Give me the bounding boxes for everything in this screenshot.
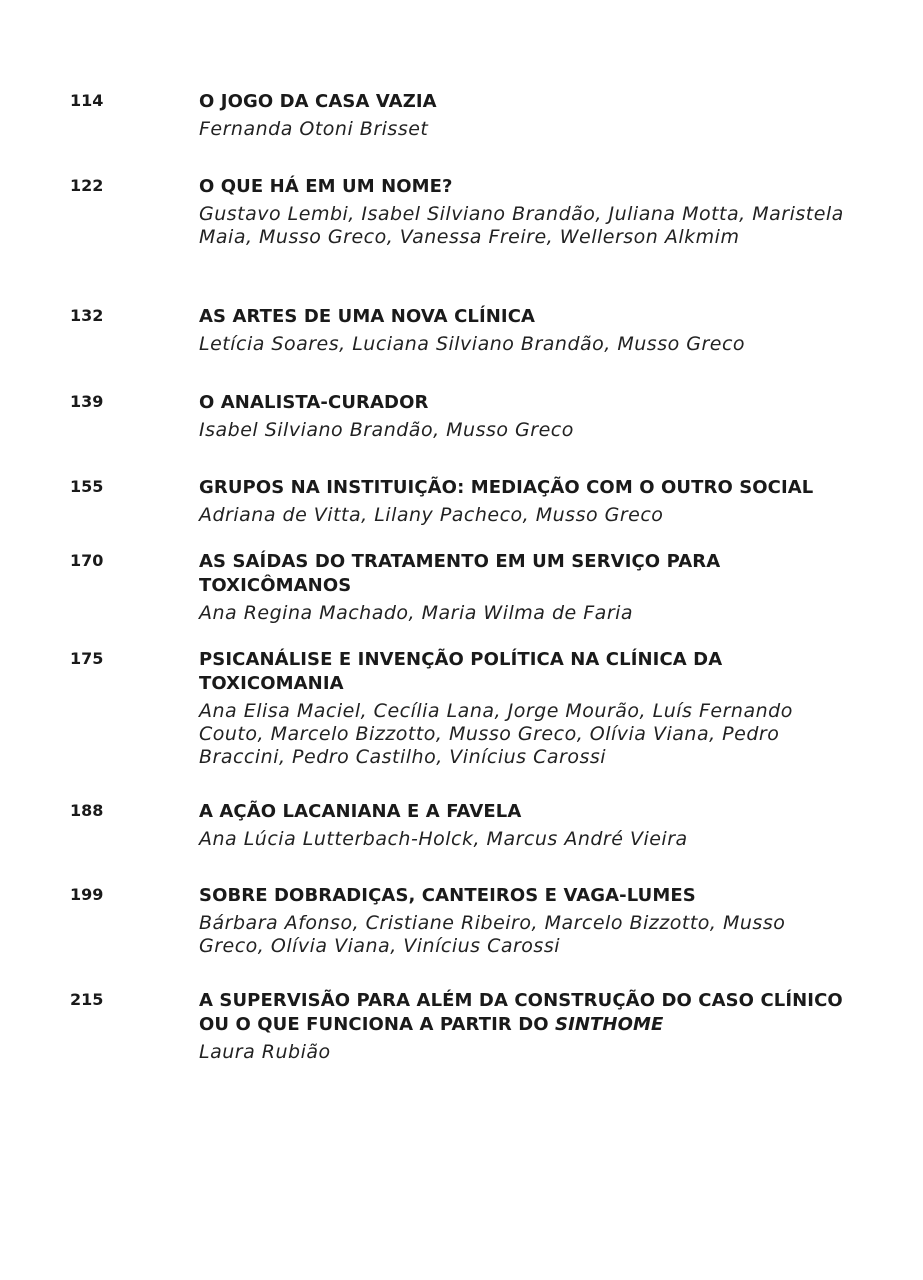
chapter-authors: Gustavo Lembi, Isabel Silviano Brandão, Juliana Motta, Maristela Maia, Musso Greco, Vanessa Freire, Wellerson Alkmim <box>199 203 844 248</box>
page-number: 132 <box>70 306 104 325</box>
chapter-title: O JOGO DA CASA VAZIA <box>199 91 437 112</box>
chapter-title: GRUPOS NA INSTITUIÇÃO: MEDIAÇÃO COM O OUTRO SOCIAL <box>199 477 814 498</box>
chapter-authors: Ana Elisa Maciel, Cecília Lana, Jorge Mourão, Luís Fernando Couto, Marcelo Bizzotto, Musso Greco, Olívia Viana, Pedro Braccini, Pedro Castilho, Vinícius Carossi <box>199 700 793 768</box>
chapter-authors: Bárbara Afonso, Cristiane Ribeiro, Marcelo Bizzotto, Musso Greco, Olívia Viana, Vinícius Carossi <box>199 912 786 957</box>
chapter-authors: Isabel Silviano Brandão, Musso Greco <box>199 419 574 441</box>
page-number: 188 <box>70 801 104 820</box>
chapter-title: A AÇÃO LACANIANA E A FAVELA <box>199 801 522 822</box>
page-number: 215 <box>70 990 104 1009</box>
page-number: 114 <box>70 91 104 110</box>
page-number: 155 <box>70 477 104 496</box>
page-number: 170 <box>70 551 104 570</box>
chapter-title: O ANALISTA-CURADOR <box>199 392 429 413</box>
chapter-title: AS ARTES DE UMA NOVA CLÍNICA <box>199 306 536 327</box>
page-number: 175 <box>70 649 104 668</box>
chapter-title <box>199 989 849 1037</box>
chapter-title-italic: SINTHOME <box>555 1014 664 1035</box>
chapter-authors: Fernanda Otoni Brisset <box>199 118 429 140</box>
chapter-title-text: A SUPERVISÃO PARA ALÉM DA CONSTRUÇÃO DO CASO CLÍNICO OU O QUE FUNCIONA A PARTIR DO <box>199 990 843 1035</box>
chapter-title: SOBRE DOBRADIÇAS, CANTEIROS E VAGA-LUMES <box>199 885 696 906</box>
chapter-title: AS SAÍDAS DO TRATAMENTO EM UM SERVIÇO PARA TOXICÔMANOS <box>199 551 721 596</box>
page-number: 199 <box>70 885 104 904</box>
chapter-authors: Laura Rubião <box>199 1041 331 1063</box>
chapter-authors: Letícia Soares, Luciana Silviano Brandão, Musso Greco <box>199 333 746 355</box>
chapter-authors: Ana Lúcia Lutterbach-Holck, Marcus André Vieira <box>199 828 688 850</box>
page-number: 122 <box>70 176 104 195</box>
chapter-title: PSICANÁLISE E INVENÇÃO POLÍTICA NA CLÍNICA DA TOXICOMANIA <box>199 649 723 694</box>
chapter-authors: Ana Regina Machado, Maria Wilma de Faria <box>199 602 634 624</box>
page-number: 139 <box>70 392 104 411</box>
chapter-authors: Adriana de Vitta, Lilany Pacheco, Musso Greco <box>199 504 664 526</box>
chapter-title: O QUE HÁ EM UM NOME? <box>199 176 453 197</box>
